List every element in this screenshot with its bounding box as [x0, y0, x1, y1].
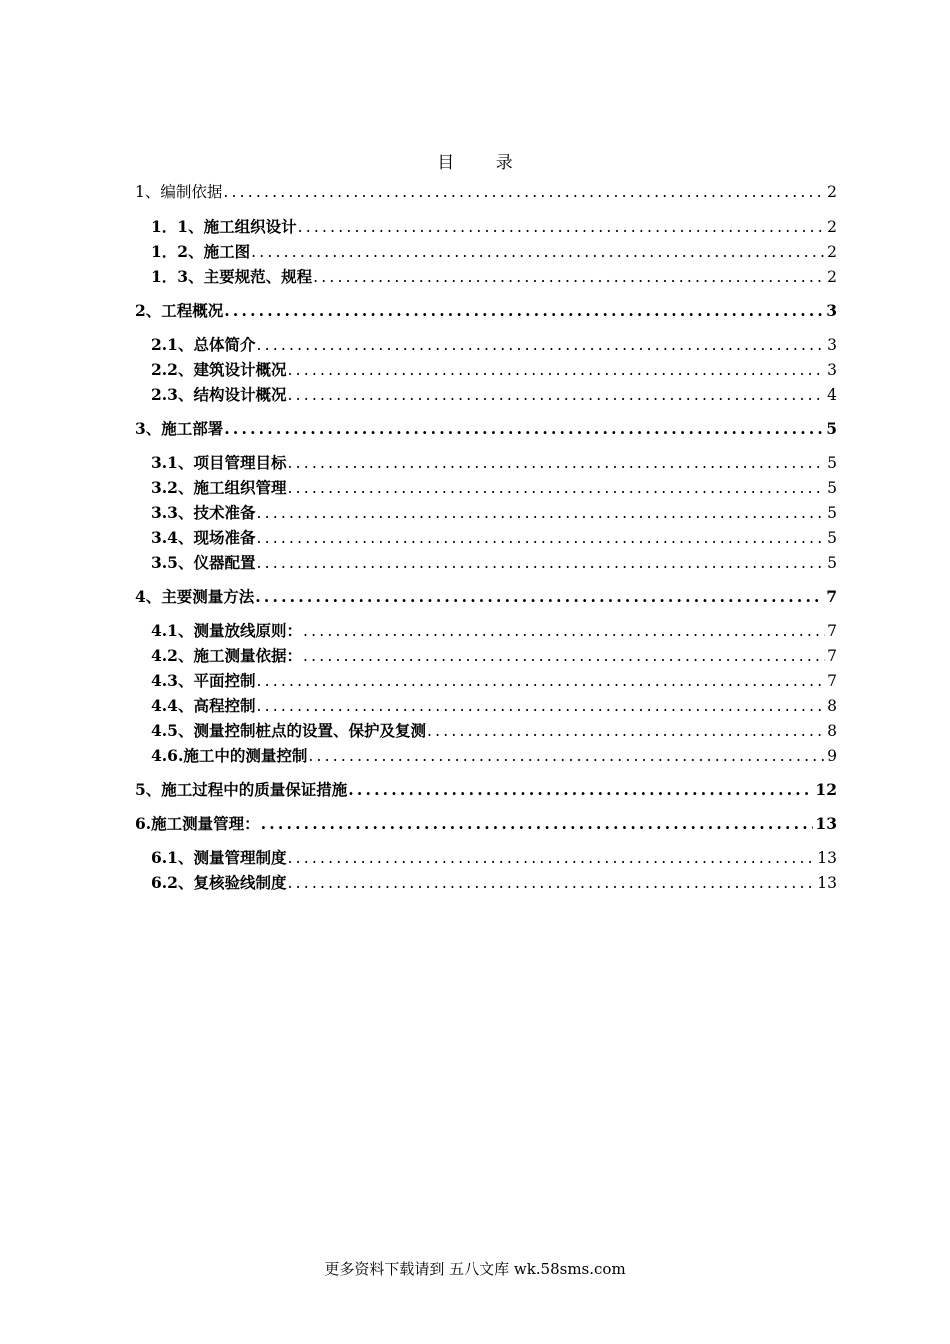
toc-entry-4-3[interactable] [135, 668, 837, 693]
toc-entry-label: 3、施工部署 [135, 419, 224, 438]
toc-entry-label: 4.4、高程控制 [151, 696, 256, 715]
toc-entry-label: 6.1、测量管理制度 [151, 848, 287, 867]
toc-entry-label: 5、施工过程中的质量保证措施 [135, 780, 348, 799]
toc-page-number: 13 [815, 814, 837, 833]
toc-entry-label: 6.施工测量管理： [135, 814, 260, 833]
dot-leader [287, 476, 825, 500]
dot-leader [223, 180, 825, 205]
toc-page-number: 8 [827, 722, 837, 740]
dot-leader [261, 811, 814, 836]
toc-entry-label: 1、编制依据 [135, 183, 223, 201]
toc-entry-1[interactable] [135, 180, 837, 205]
dot-leader [256, 501, 825, 525]
toc-entry-label: 2.2、建筑设计概况 [151, 360, 287, 379]
toc-page-number: 5 [827, 554, 837, 572]
table-of-contents [135, 180, 837, 895]
toc-page-number: 2 [827, 243, 837, 261]
toc-page-number: 5 [827, 454, 837, 472]
toc-page-number: 8 [827, 697, 837, 715]
toc-entry-label: 4.6.施工中的测量控制 [151, 746, 308, 765]
toc-page-number: 3 [827, 361, 837, 379]
toc-page-number: 13 [817, 874, 837, 892]
toc-entry-label: 3.3、技术准备 [151, 503, 256, 522]
toc-entry-label: 3.1、项目管理目标 [151, 453, 287, 472]
toc-entry-2-2[interactable] [135, 357, 837, 382]
toc-page-number: 7 [827, 647, 837, 665]
dot-leader [251, 240, 825, 264]
toc-page-number: 7 [827, 672, 837, 690]
toc-entry-4-6[interactable] [135, 743, 837, 768]
toc-entry-3[interactable] [135, 416, 837, 441]
toc-entry-3-1[interactable] [135, 450, 837, 475]
toc-page-number: 2 [827, 218, 837, 236]
toc-entry-label: 6.2、复核验线制度 [151, 873, 287, 892]
dot-leader [287, 383, 825, 407]
toc-entry-1-3[interactable] [135, 264, 837, 289]
toc-entry-4-5[interactable] [135, 718, 837, 743]
dot-leader [224, 298, 824, 323]
toc-entry-label: 4.3、平面控制 [151, 671, 256, 690]
toc-entry-2-3[interactable] [135, 382, 837, 407]
toc-page-number: 12 [815, 780, 837, 799]
dot-leader [256, 333, 825, 357]
toc-entry-6[interactable] [135, 811, 837, 836]
toc-entry-label: 4.5、测量控制桩点的设置、保护及复测 [151, 721, 426, 740]
toc-page-number: 13 [817, 849, 837, 867]
toc-page-number: 3 [826, 301, 837, 320]
toc-entry-6-2[interactable] [135, 870, 837, 895]
toc-entry-label: 3.2、施工组织管理 [151, 478, 287, 497]
toc-entry-3-2[interactable] [135, 475, 837, 500]
dot-leader [303, 644, 825, 668]
dot-leader [303, 619, 825, 643]
toc-entry-4-2[interactable] [135, 643, 837, 668]
dot-leader [256, 669, 825, 693]
dot-leader [256, 551, 825, 575]
dot-leader [256, 526, 825, 550]
toc-entry-label: 2、工程概况 [135, 301, 224, 320]
toc-page-number: 2 [827, 268, 837, 286]
toc-page-number: 5 [827, 529, 837, 547]
toc-entry-label: 3.4、现场准备 [151, 528, 256, 547]
toc-entry-3-5[interactable] [135, 550, 837, 575]
toc-entry-label: 2.3、结构设计概况 [151, 385, 287, 404]
toc-entry-label: 4、主要测量方法 [135, 587, 255, 606]
dot-leader [224, 416, 824, 441]
toc-entry-5[interactable] [135, 777, 837, 802]
toc-page-number: 5 [827, 479, 837, 497]
toc-entry-label: 2.1、总体简介 [151, 335, 256, 354]
page-footer: 更多资料下载请到 五八文库 wk.58sms.com [324, 1260, 626, 1278]
toc-entry-1-1[interactable] [135, 214, 837, 239]
dot-leader [287, 451, 825, 475]
toc-entry-label: 4.2、施工测量依据： [151, 646, 302, 665]
toc-entry-1-2[interactable] [135, 239, 837, 264]
toc-page-number: 7 [826, 587, 837, 606]
dot-leader [256, 694, 825, 718]
toc-entry-6-1[interactable] [135, 845, 837, 870]
toc-entry-2[interactable] [135, 298, 837, 323]
toc-entry-label: 3.5、仪器配置 [151, 553, 256, 572]
dot-leader [313, 265, 825, 289]
dot-leader [427, 719, 825, 743]
dot-leader [308, 744, 825, 768]
toc-entry-label: 1．2、施工图 [151, 242, 251, 261]
toc-page-number: 3 [827, 336, 837, 354]
toc-page-number: 5 [827, 504, 837, 522]
dot-leader [287, 871, 815, 895]
dot-leader [255, 584, 824, 609]
dot-leader [298, 215, 826, 239]
toc-page-number: 4 [827, 386, 837, 404]
dot-leader [287, 358, 825, 382]
toc-entry-4-4[interactable] [135, 693, 837, 718]
toc-entry-4[interactable] [135, 584, 837, 609]
toc-page-number: 7 [827, 622, 837, 640]
toc-entry-label: 1．1、施工组织设计 [151, 217, 297, 236]
toc-page-number: 2 [827, 183, 837, 201]
dot-leader [287, 846, 815, 870]
toc-page-number: 9 [827, 747, 837, 765]
toc-title: 目 录 [437, 153, 531, 173]
toc-entry-3-4[interactable] [135, 525, 837, 550]
toc-entry-label: 1．3、主要规范、规程 [151, 267, 313, 286]
toc-entry-3-3[interactable] [135, 500, 837, 525]
toc-page-number: 5 [826, 419, 837, 438]
dot-leader [348, 777, 813, 802]
toc-entry-4-1[interactable] [135, 618, 837, 643]
toc-entry-2-1[interactable] [135, 332, 837, 357]
toc-entry-label: 4.1、测量放线原则： [151, 621, 302, 640]
